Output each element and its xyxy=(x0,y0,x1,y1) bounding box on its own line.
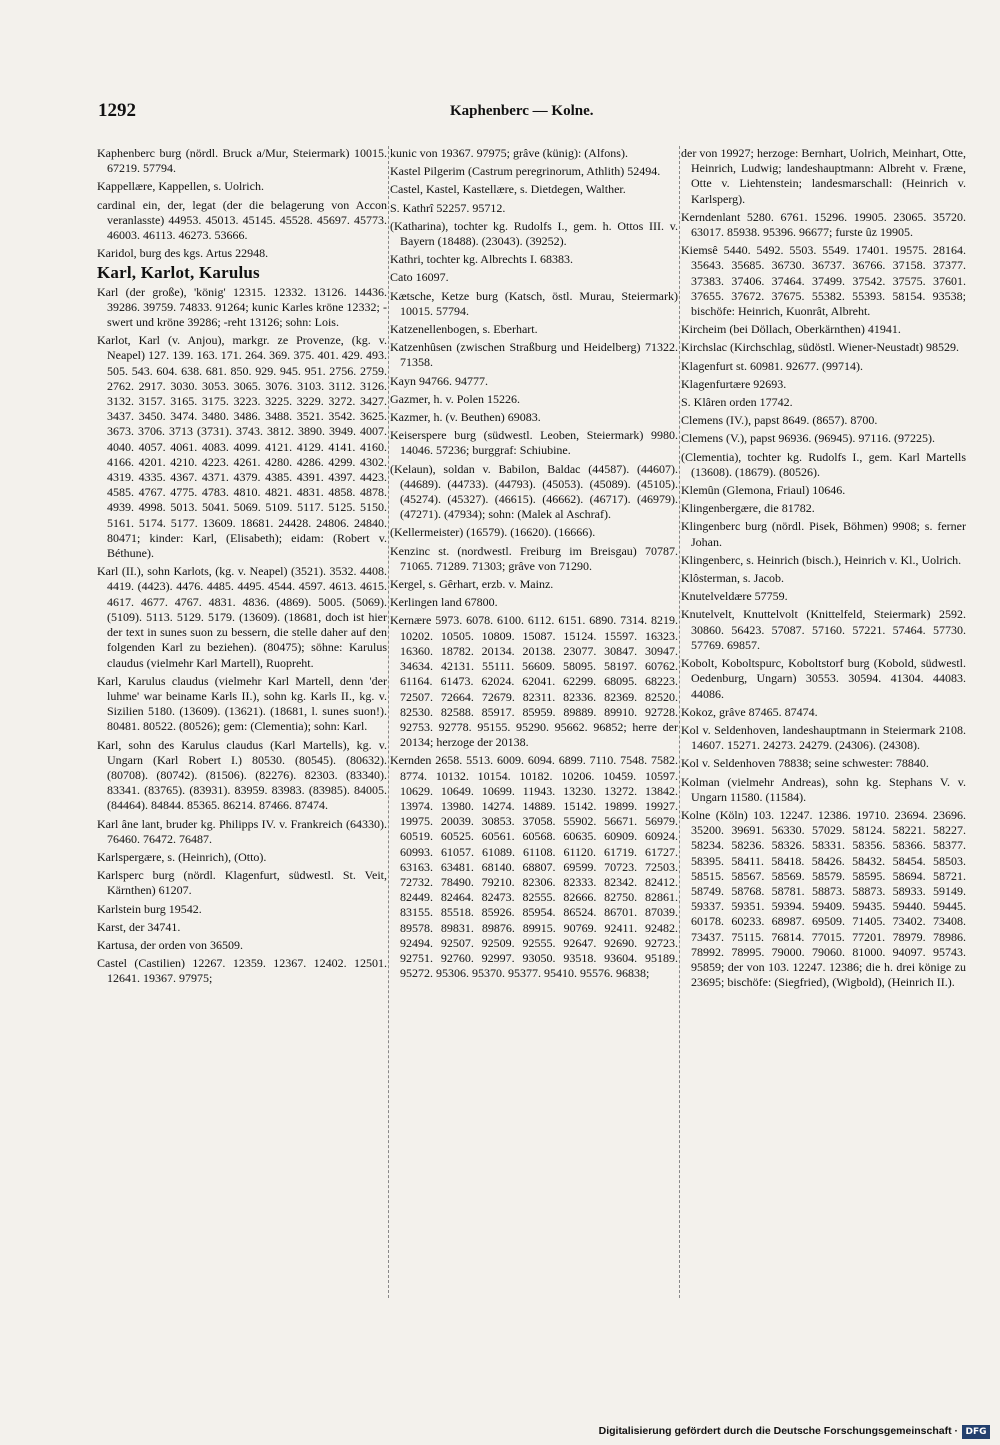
index-entry: Kappellære, Kappellen, s. Uolrich. xyxy=(97,179,264,194)
index-entry: (Kellermeister) (16579). (16620). (16666). xyxy=(390,525,596,540)
index-entry: Keiserspere burg (südwestl. Leoben, Steiermark) 9980. 14046. 57236; burggraf: Schiubine. xyxy=(390,428,678,458)
index-entry: Kernære 5973. 6078. 6100. 6112. 6151. 6890. 7314. 8219. 10202. 10505. 10809. 15087. 15124. 15597. 16323. 16360. 18782. 20134. 20138. 23077. 30847. 30947. 34634. 42131. 55111. 56609. 58095. 58197. 60762. 61164. 61473. 62024. 62041. 62299. 68095. 68223. 72507. 72664. 72679. 82311. 82336. 82369. 82520. 82530. 82588. 85917. 85959. 89889. 89910. 92728. 92753. 92778. 95155. 95290. 95662. 96852; herre der 20134; herzoge der 20138. xyxy=(390,613,678,750)
index-entry: kunic von 19367. 97975; grâve (künig): (Alfons). xyxy=(390,146,628,160)
page-header xyxy=(98,100,638,130)
index-entry: Karlspergære, s. (Heinrich), (Otto). xyxy=(97,849,267,864)
index-entry: Castel (Castilien) 12267. 12359. 12367. 12402. 12501. 12641. 19367. 97975; xyxy=(97,956,387,986)
index-entry: Karl, sohn des Karulus claudus (Karl Martells), kg. v. Ungarn (Karl Robert I.) 80530. (80545). (80632). (80708). (80742). (81506). (82276). 82303. (83340). 83341. (83765). (83931). 83959. 83983. (83985). 84005. (84464). 84844. 85365. 86214. 87466. 87474. xyxy=(97,737,387,813)
index-entry: Kokoz, grâve 87465. 87474. xyxy=(681,704,818,719)
column-left xyxy=(97,146,387,990)
section-heading: Karl, Karlot, Karulus xyxy=(97,263,260,283)
index-entry: Karlot, Karl (v. Anjou), markgr. ze Provenze, (kg. v. Neapel) 127. 139. 163. 171. 264. 369. 375. 401. 429. 493. 505. 543. 604. 638. 681. 850. 929. 945. 951. 2756. 2759. 2762. 2917. 3030. 3053. 3065. 3076. 3103. 3112. 3126. 3132. 3157. 3165. 3175. 3223. 3225. 3229. 3272. 3427. 3437. 3450. 3474. 3480. 3486. 3488. 3521. 3542. 3625. 3673. 3706. 3713 (3731). 3743. 3812. 3890. 3949. 4007. 4040. 4057. 4061. 4083. 4099. 4121. 4129. 4141. 4160. 4166. 4201. 4210. 4223. 4261. 4280. 4286. 4299. 4302. 4319. 4335. 4367. 4371. 4379. 4385. 4391. 4397. 4423. 4585. 4767. 4775. 4783. 4810. 4821. 4831. 4858. 4878. 4939. 4998. 5013. 5041. 5069. 5109. 5117. 5125. 5150. 5161. 5174. 5177. 13609. 18681. 24428. 24806. 24840. 80471; kinder: Karl, (Elisabeth); eidam: (Robert v. Béthune). xyxy=(97,333,387,561)
index-entry: cardinal ein, der, legat (der die belagerung von Accon veranlasste) 44953. 45013. 45145. 45528. 45697. 45773. 46003. 46113. 46273. 53666. xyxy=(97,197,387,243)
index-entry: Kazmer, h. (v. Beuthen) 69083. xyxy=(390,410,541,425)
index-entry: Katzenellenbogen, s. Eberhart. xyxy=(390,322,538,337)
index-entry: Karidol, burg des kgs. Artus 22948. xyxy=(97,246,269,261)
index-entry: (Katharina), tochter kg. Rudolfs I., gem. h. Ottos III. v. Bayern (18488). (23043). (39252). xyxy=(390,218,678,249)
column-middle xyxy=(390,146,678,984)
index-entry: Kerndenlant 5280. 6761. 15296. 19905. 23065. 35720. 63017. 85938. 95396. 96677; furste ûz 19905. xyxy=(681,209,966,240)
index-entry: Kergel, s. Gêrhart, erzb. v. Mainz. xyxy=(390,577,554,592)
index-entry: Kircheim (bei Döllach, Oberkärnthen) 41941. xyxy=(681,322,901,337)
running-title: Kaphenberc — Kolne. xyxy=(450,103,594,119)
index-entry: (Kelaun), soldan v. Babilon, Baldac (44587). (44607). (44689). (44733). (44793). (45053). (45089). (45105). (45274). (45327). (46615). (46662). (46717). (46979). (47271). (47934); sohn: (Malek al Aschraf). xyxy=(390,461,678,522)
index-entry: Klagenfurt st. 60981. 92677. (99714). xyxy=(681,358,863,373)
index-entry: Klôsterman, s. Jacob. xyxy=(681,571,784,586)
dfg-logo-icon: DFG xyxy=(962,1425,990,1439)
funding-note: Digitalisierung gefördert durch die Deutsche Forschungsgemeinschaft · xyxy=(598,1425,958,1437)
column-right xyxy=(681,146,966,993)
index-entry: Karlsperc burg (nördl. Klagenfurt, südwestl. St. Veit, Kärnthen) 61207. xyxy=(97,868,387,898)
index-entry: S. Klâren orden 17742. xyxy=(681,395,793,410)
index-entry: Kobolt, Koboltspurc, Koboltstorf burg (Kobold, südwestl. Oedenburg, Ungarn) 30553. 30594. 41304. 44083. 44086. xyxy=(681,656,966,701)
index-entry: Kaphenberc burg (nördl. Bruck a/Mur, Steiermark) 10015. 67219. 57794. xyxy=(97,146,387,176)
index-entry: Klingenbergære, die 81782. xyxy=(681,501,815,516)
index-entry: Kolman (vielmehr Andreas), sohn kg. Stephans V. v. Ungarn 11580. (11584). xyxy=(681,774,966,804)
index-entry: Klemûn (Glemona, Friaul) 10646. xyxy=(681,483,846,498)
index-entry: Kerlingen land 67800. xyxy=(390,595,498,610)
index-entry: Kartusa, der orden von 36509. xyxy=(97,937,243,952)
index-entry: Kernden 2658. 5513. 6009. 6094. 6899. 7110. 7548. 7582. 8774. 10132. 10154. 10182. 10206. 10459. 10597. 10629. 10649. 10699. 11943. 13230. 13272. 13842. 13974. 13980. 14274. 14889. 15142. 19899. 19927. 19975. 20039. 30853. 37058. 55902. 56671. 56979. 60519. 60525. 60561. 60568. 60635. 60909. 60924. 60993. 61057. 61089. 61108. 61120. 61719. 61727. 63163. 63481. 68140. 68807. 69599. 70723. 72503. 72732. 78490. 79210. 82306. 82333. 82342. 82412. 82449. 82464. 82473. 82555. 82666. 82750. 82861. 83155. 85518. 85926. 85954. 86524. 86701. 87039. 89578. 89831. 89876. 89915. 90769. 92411. 92482. 92494. 92507. 92509. 92555. 92647. 92690. 92723. 92751. 92760. 92997. 93050. 93518. 93604. 95189. 95272. 95306. 95370. 95377. 95410. 95576. 96838; xyxy=(390,753,678,981)
index-entry: Kayn 94766. 94777. xyxy=(390,373,488,388)
index-entry: (Clementia), tochter kg. Rudolfs I., gem. Karl Martells (13608). (18679). (80526). xyxy=(681,449,966,479)
index-entry: Gazmer, h. v. Polen 15226. xyxy=(390,391,521,406)
index-entry: Karl (der große), 'könig' 12315. 12332. 13126. 14436. 39286. 39759. 74833. 91264; kunic Karles kröne 12332; -swert und kröne 39286; -reht 13126; sohn: Lois. xyxy=(97,284,387,330)
index-entry: Klingenberc burg (nördl. Pisek, Böhmen) 9908; s. ferner Johan. xyxy=(681,519,966,549)
index-entry: Kætsche, Ketze burg (Katsch, östl. Murau, Steiermark) 10015. 57794. xyxy=(390,288,678,318)
index-entry: S. Kathrî 52257. 95712. xyxy=(390,200,506,215)
index-entry: Clemens (IV.), papst 8649. (8657). 8700. xyxy=(681,413,878,428)
index-entry: Kenzinc st. (nordwestl. Freiburg im Breisgau) 70787. 71065. 71289. 71303; grâve von 71290. xyxy=(390,543,678,573)
index-entry: Klingenberc, s. Heinrich (bisch.), Heinrich v. Kl., Uolrich. xyxy=(681,552,962,567)
index-entry: Kolne (Köln) 103. 12247. 12386. 19710. 23694. 23696. 35200. 39691. 56330. 57029. 58124. 58221. 58227. 58234. 58236. 58326. 58331. 58356. 58366. 58377. 58395. 58411. 58418. 58426. 58432. 58454. 58503. 58515. 58567. 58569. 58579. 58595. 58694. 58721. 58749. 58768. 58781. 58873. 58873. 58933. 59149. 59337. 59351. 59394. 59409. 59435. 59440. 59445. 60178. 60233. 68987. 69509. 71405. 73402. 73408. 73437. 75115. 76814. 77015. 77201. 78979. 78986. 78992. 78995. 79000. 79060. 81000. 94097. 95743. 95859; der von 103. 12247. 12386; die h. drei könige zu 23695; bischöfe: (Siegfried), (Wigbold), (Heinrich II.). xyxy=(681,807,966,990)
index-entry: Katzenhûsen (zwischen Straßburg und Heidelberg) 71322. 71358. xyxy=(390,340,678,370)
index-entry: Karst, der 34741. xyxy=(97,919,181,934)
index-entry: Knutelveldære 57759. xyxy=(681,589,788,604)
index-entry: Clemens (V.), papst 96936. (96945). 97116. (97225). xyxy=(681,431,935,446)
index-entry: Kiemsê 5440. 5492. 5503. 5549. 17401. 19575. 28164. 35643. 35685. 36730. 36737. 36766. 37158. 37377. 37383. 37406. 37464. 37499. 37542. 37575. 37601. 37655. 37672. 37675. 55382. 55393. 58154. 93538; bischöfe: Heinrich, Kuonrât, Albreht. xyxy=(681,243,966,319)
page-number: 1292 xyxy=(98,100,136,121)
index-entry: Kathri, tochter kg. Albrechts I. 68383. xyxy=(390,252,573,267)
index-entry: Kol v. Seldenhoven 78838; seine schwester: 78840. xyxy=(681,756,929,771)
index-entry: Cato 16097. xyxy=(390,270,449,285)
index-entry: Karl, Karulus claudus (vielmehr Karl Martell, denn 'der luhme' war beiname Karls II.), sohn kg. Karls II., kg. v. Sizilien 5180. (13609). (13621). (18681, l. sunes suon!). 80481. 80522. (80526); gem: (Clementia); sohn: Karl. xyxy=(97,673,387,734)
index-entry: Knutelvelt, Knuttelvolt (Knittelfeld, Steiermark) 2592. 30860. 56423. 57087. 57160. 57221. 57464. 57730. 57769. 69857. xyxy=(681,607,966,652)
index-entry: Klagenfurtære 92693. xyxy=(681,376,787,391)
index-entry: Karl (II.), sohn Karlots, (kg. v. Neapel) (3521). 3532. 4408. 4419. (4423). 4476. 4485. 4495. 4544. 4597. 4613. 4615. 4617. 4677. 4767. 4831. 4836. (4869). 5005. (5069). (5109). 5113. 5129. 5179. (13609). (18681, doch ist hier der text in sunes suon zu bessern, die stelle daher auf den folgenden Karl zu beziehen). (80475); söhne: Karulus claudus (vielmehr Karl Martell), Ruopreht. xyxy=(97,564,387,670)
index-entry: Karlstein burg 19542. xyxy=(97,901,202,916)
footer xyxy=(594,1425,994,1441)
index-entry: Kirchslac (Kirchschlag, südöstl. Wiener-Neustadt) 98529. xyxy=(681,340,959,355)
index-entry: Kol v. Seldenhoven, landeshauptmann in Steiermark 2108. 14607. 15271. 24273. 24279. (24306). (24308). xyxy=(681,722,966,753)
index-entry: der von 19927; herzoge: Bernhart, Uolrich, Meinhart, Otte, Heinrich, Ludwig; landeshauptmann: Albreht v. Fræne, Otte v. Liehtenstein; landesmarschall: (Heinrich v. Karlsperg). xyxy=(681,146,966,206)
index-entry: Karl âne lant, bruder kg. Philipps IV. v. Frankreich (64330). 76460. 76472. 76487. xyxy=(97,816,387,846)
index-entry: Castel, Kastel, Kastellære, s. Dietdegen, Walther. xyxy=(390,182,626,197)
index-entry: Kastel Pilgerim (Castrum peregrinorum, Athlith) 52494. xyxy=(390,164,661,179)
